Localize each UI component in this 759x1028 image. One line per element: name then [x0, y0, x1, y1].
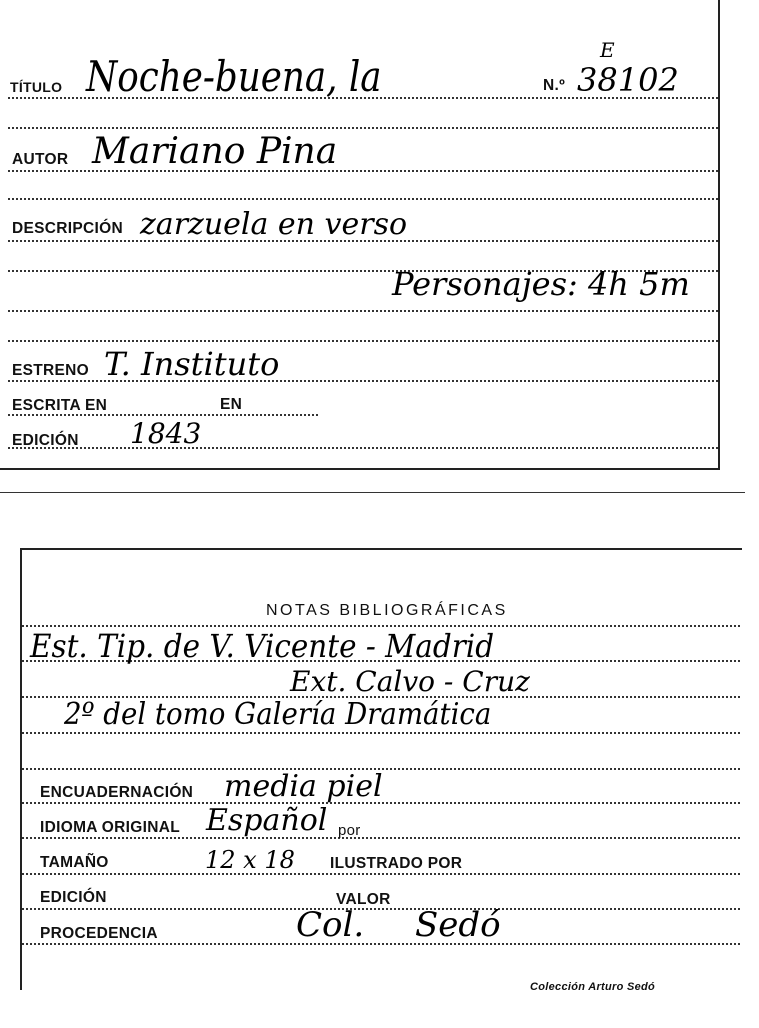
- ruled-line: [8, 310, 718, 312]
- ruled-line: [8, 198, 718, 200]
- en-label: EN: [220, 396, 243, 413]
- estreno-value: T. Instituto: [104, 345, 280, 383]
- edicion-label: EDICIÓN: [12, 432, 79, 449]
- edicion-value: 1843: [130, 417, 202, 450]
- ruled-line: [8, 414, 318, 416]
- encuadernacion-value: media piel: [224, 769, 383, 804]
- notas-heading: NOTAS BIBLIOGRÁFICAS: [266, 602, 508, 619]
- valor-label: VALOR: [336, 891, 391, 908]
- autor-label: AUTOR: [12, 151, 69, 168]
- personajes-value: Personajes: 4h 5m: [392, 265, 690, 303]
- numero-value: 38102: [577, 61, 679, 99]
- note-line-1: Est. Tip. de V. Vicente - Madrid: [30, 627, 495, 665]
- procedencia-label: PROCEDENCIA: [40, 925, 158, 942]
- estreno-label: ESTRENO: [12, 362, 90, 379]
- numero-prefix: E: [600, 38, 615, 62]
- ruled-line: [8, 340, 718, 342]
- note-line-2: Ext. Calvo - Cruz: [290, 665, 530, 698]
- idioma-value: Español: [206, 803, 328, 838]
- procedencia-value: Col. Sedó: [296, 905, 501, 945]
- note-line-3: 2º del tomo Galería Dramática: [64, 697, 492, 732]
- escrita-en-label: ESCRITA EN: [12, 397, 108, 414]
- ruled-line: [22, 732, 740, 734]
- edicion-back-label: EDICIÓN: [40, 889, 107, 906]
- descripcion-value: zarzuela en verso: [140, 207, 408, 242]
- ilustrado-label: ILUSTRADO POR: [330, 855, 463, 872]
- tamano-value: 12 x 18: [205, 846, 295, 874]
- tamano-label: TAMAÑO: [40, 854, 109, 871]
- collection-footer: Colección Arturo Sedó: [530, 981, 656, 993]
- numero-label: N.º: [543, 77, 566, 94]
- descripcion-label: DESCRIPCIÓN: [12, 220, 123, 237]
- titulo-label: TÍTULO: [10, 79, 63, 95]
- ruled-line: [22, 837, 740, 839]
- titulo-value: Noche-buena, la: [86, 52, 382, 101]
- ruled-line: [22, 873, 740, 875]
- por-label: por: [338, 822, 361, 839]
- ruled-line: [8, 447, 718, 449]
- encuadernacion-label: ENCUADERNACIÓN: [40, 784, 194, 801]
- ruled-line: [8, 127, 718, 129]
- card-separator: [0, 492, 745, 493]
- idioma-label: IDIOMA ORIGINAL: [40, 819, 180, 836]
- autor-value: Mariano Pina: [92, 131, 338, 172]
